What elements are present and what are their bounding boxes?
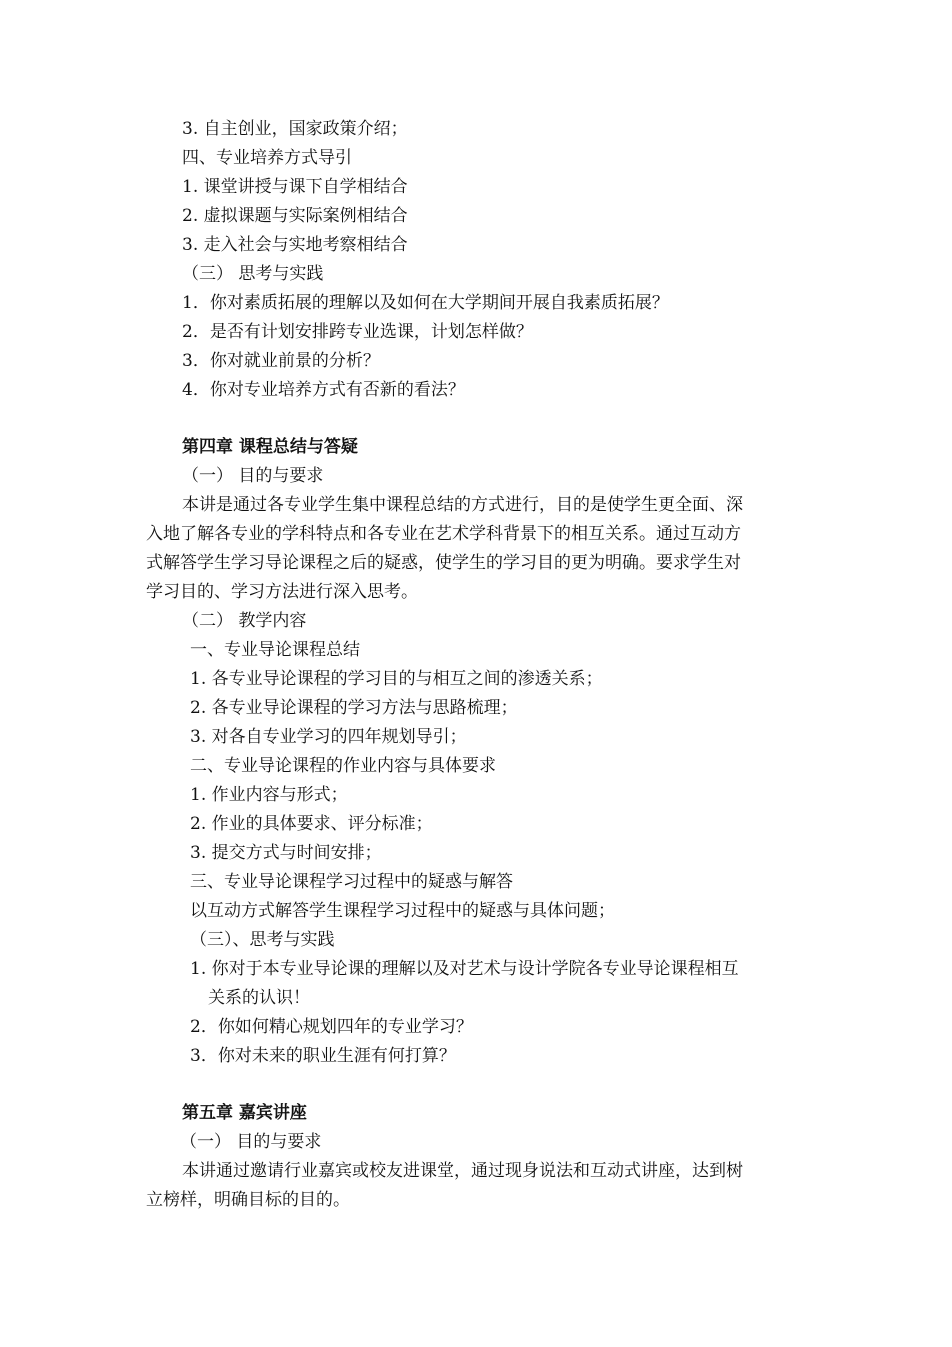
subsection-heading: （二） 教学内容 bbox=[182, 611, 307, 631]
section-heading: 三、专业导论课程学习过程中的疑惑与解答 bbox=[190, 872, 513, 892]
question-item: 3．你对就业前景的分析？ bbox=[182, 351, 380, 371]
question-item-continuation: 关系的认识！ bbox=[208, 988, 310, 1008]
section-heading: 一、专业导论课程总结 bbox=[190, 640, 360, 660]
list-item: 2. 虚拟课题与实际案例相结合 bbox=[182, 206, 408, 226]
paragraph-line: 式解答学生学习导论课程之后的疑惑，使学生的学习目的更为明确。要求学生对 bbox=[146, 553, 741, 573]
list-item: 2. 作业的具体要求、评分标准； bbox=[190, 814, 433, 834]
question-item: 3．你对未来的职业生涯有何打算？ bbox=[190, 1046, 456, 1066]
chapter-title: 第四章 课程总结与答疑 bbox=[182, 437, 358, 457]
paragraph-line: 入地了解各专业的学科特点和各专业在艺术学科背景下的相互关系。通过互动方 bbox=[146, 524, 741, 544]
list-item: 1. 各专业导论课程的学习目的与相互之间的渗透关系； bbox=[190, 669, 603, 689]
question-item: 1. 你对于本专业导论课的理解以及对艺术与设计学院各专业导论课程相互 bbox=[190, 959, 739, 979]
subsection-heading: （一） 目的与要求 bbox=[180, 1132, 322, 1152]
question-item: 4．你对专业培养方式有否新的看法？ bbox=[182, 380, 465, 400]
section-heading: 二、专业导论课程的作业内容与具体要求 bbox=[190, 756, 496, 776]
paragraph-line: 本讲通过邀请行业嘉宾或校友进课堂，通过现身说法和互动式讲座，达到树 bbox=[182, 1161, 743, 1181]
subsection-heading: （一） 目的与要求 bbox=[182, 466, 324, 486]
list-item: 2. 各专业导论课程的学习方法与思路梳理； bbox=[190, 698, 518, 718]
list-item: 3. 对各自专业学习的四年规划导引； bbox=[190, 727, 467, 747]
list-item: 以互动方式解答学生课程学习过程中的疑惑与具体问题； bbox=[190, 901, 615, 921]
question-item: 1．你对素质拓展的理解以及如何在大学期间开展自我素质拓展？ bbox=[182, 293, 669, 313]
section-heading: 四、专业培养方式导引 bbox=[182, 148, 352, 168]
list-item: 3. 走入社会与实地考察相结合 bbox=[182, 235, 408, 255]
list-item: 3. 提交方式与时间安排； bbox=[190, 843, 382, 863]
subsection-heading: （三） 思考与实践 bbox=[182, 264, 324, 284]
question-item: 2．是否有计划安排跨专业选课，计划怎样做？ bbox=[182, 322, 533, 342]
subsection-heading: （三）、思考与实践 bbox=[190, 930, 335, 950]
chapter-title: 第五章 嘉宾讲座 bbox=[182, 1103, 307, 1123]
paragraph-line: 立榜样，明确目标的目的。 bbox=[146, 1190, 350, 1210]
paragraph-line: 学习目的、学习方法进行深入思考。 bbox=[146, 582, 418, 602]
paragraph-line: 本讲是通过各专业学生集中课程总结的方式进行，目的是使学生更全面、深 bbox=[182, 495, 743, 515]
question-item: 2．你如何精心规划四年的专业学习？ bbox=[190, 1017, 473, 1037]
list-item: 3. 自主创业，国家政策介绍； bbox=[182, 119, 408, 139]
list-item: 1. 作业内容与形式； bbox=[190, 785, 348, 805]
list-item: 1. 课堂讲授与课下自学相结合 bbox=[182, 177, 408, 197]
